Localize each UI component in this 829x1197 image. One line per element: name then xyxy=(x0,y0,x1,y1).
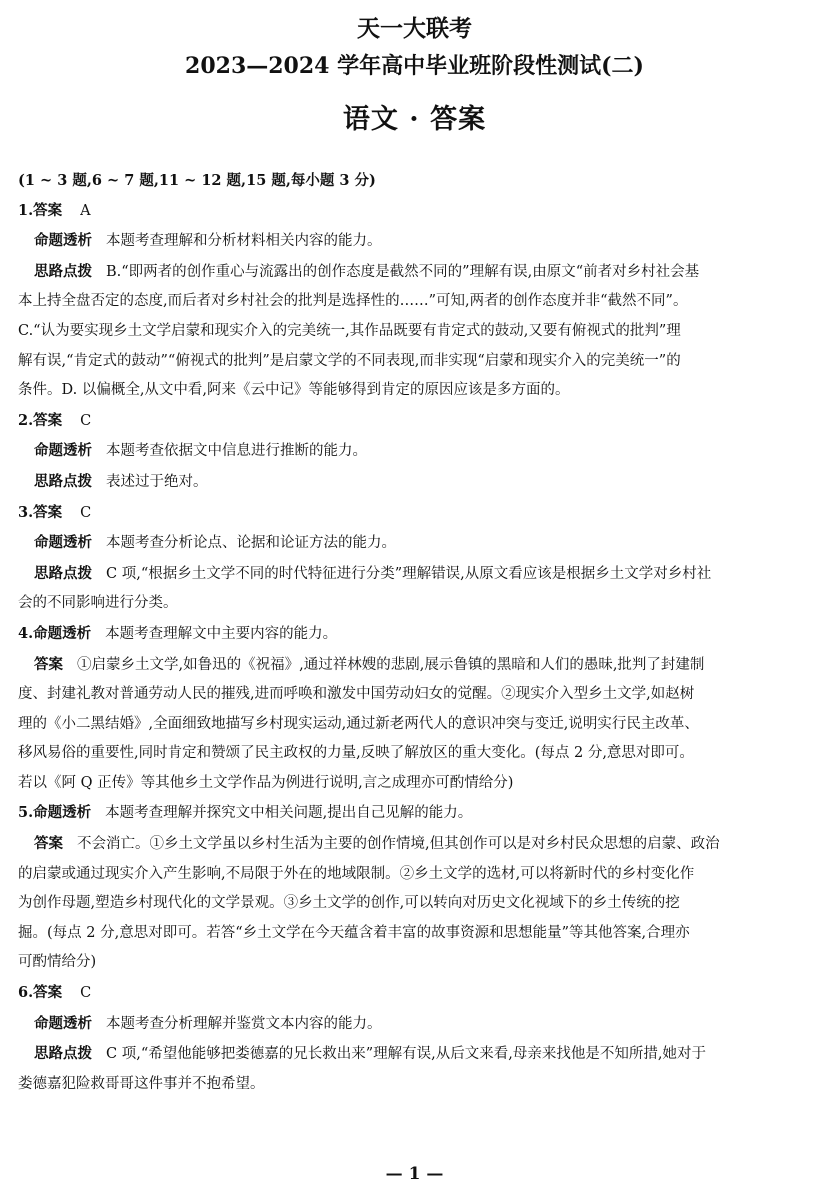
q1-hint-line-2: 本上持全盘否定的态度,而后者对乡村社会的批判是选择性的……”可知,两者的创作态度并非“截然不同”。 xyxy=(18,293,688,310)
q4-answer-label: 答案 xyxy=(34,655,63,673)
q4-answer-line-4: 移风易俗的重要性,同时肯定和赞颂了民主政权的力量,反映了解放区的重大变化。(每点 2 分,意思对即可。 xyxy=(18,745,694,762)
q2-intent-text: 本题考查依据文中信息进行推断的能力。 xyxy=(106,443,367,460)
q3-answer-label: 答案 xyxy=(33,503,63,521)
q4-intent xyxy=(18,619,818,650)
q6-intent-text: 本题考查分析理解并鉴赏文本内容的能力。 xyxy=(106,1015,382,1032)
q3-intent xyxy=(18,528,818,559)
q3-hint-line-2: 会的不同影响进行分类。 xyxy=(18,595,178,612)
q6-number: 6. xyxy=(18,984,34,1002)
q6-intent-label: 命题透析 xyxy=(34,1014,92,1032)
q4-answer-line-2: 度、封建礼教对普通劳动人民的摧残,进而呼唤和激发中国劳动妇女的觉醒。②现实介入型乡土文学,如赵树 xyxy=(18,686,695,703)
q1-hint-line-1 xyxy=(18,257,818,288)
q5-answer-line-3: 为创作母题,塑造乡村现代化的文学景观。③乡土文学的创作,可以转向对历史文化视域下的乡土传统的挖 xyxy=(18,895,680,912)
q1-hint-line-5: 条件。D. 以偏概全,从文中看,阿来《云中记》等能够得到肯定的原因应该是多方面的。 xyxy=(18,382,570,399)
q1-intent-text: 本题考查理解和分析材料相关内容的能力。 xyxy=(106,233,382,250)
q3-intent-text: 本题考查分析论点、论据和论证方法的能力。 xyxy=(106,535,396,552)
page-number: — 1 — xyxy=(385,1164,444,1184)
q4-answer-line-3: 理的《小二黑结婚》,全面细致地描写乡村现实运动,通过新老两代人的意识冲突与变迁,说明实行民主改革、 xyxy=(18,715,699,732)
q3-hint-line-1 xyxy=(18,559,818,590)
organizer-title: 天一大联考 xyxy=(357,15,472,42)
q6-hint-text-1: C 项,“希望他能够把娄德嘉的兄长救出来”理解有误,从后文来看,母亲来找他是不知所措,她对于 xyxy=(106,1046,706,1063)
q6-answer-label: 答案 xyxy=(33,984,63,1002)
q1-answer-value: A xyxy=(80,202,91,219)
q1-answer xyxy=(18,196,818,227)
q3-hint-label: 思路点拨 xyxy=(34,564,92,582)
q3-hint-text-1: C 项,“根据乡土文学不同的时代特征进行分类”理解错误,从原文看应该是根据乡土文学对乡村社 xyxy=(106,565,712,582)
q5-number: 5. xyxy=(18,804,34,822)
q1-hint-label: 思路点拨 xyxy=(34,262,92,280)
q5-answer-line-1 xyxy=(18,829,818,860)
q3-number: 3. xyxy=(18,503,34,521)
q4-intent-label: 命题透析 xyxy=(33,624,92,642)
q5-intent-text: 本题考查理解并探究文中相关问题,提出自己见解的能力。 xyxy=(105,805,473,822)
q3-answer xyxy=(18,498,818,529)
q4-answer-text-1: ①启蒙乡土文学,如鲁迅的《祝福》,通过祥林嫂的悲剧,展示鲁镇的黑暗和人们的愚昧,批判了封建制 xyxy=(77,656,705,673)
q2-intent-label: 命题透析 xyxy=(34,442,92,460)
q2-hint-label: 思路点拨 xyxy=(34,472,92,490)
q5-answer-line-4: 掘。(每点 2 分,意思对即可。若答“乡土文学在今天蕴含着丰富的故事资源和思想能量”等其他答案,合理亦 xyxy=(18,924,690,941)
q6-hint-label: 思路点拨 xyxy=(34,1045,92,1063)
q4-answer-line-1 xyxy=(18,650,818,681)
q6-answer xyxy=(18,978,818,1009)
q3-intent-label: 命题透析 xyxy=(34,534,92,552)
q5-intent-label: 命题透析 xyxy=(33,804,92,822)
score-note: (1 ~ 3 题,6 ~ 7 题,11 ~ 12 题,15 题,每小题 3 分) xyxy=(18,172,376,189)
exam-title: 2023—2024 学年高中毕业班阶段性测试(二) xyxy=(185,53,644,79)
q1-hint-text-1: B.“即两者的创作重心与流露出的创作态度是截然不同的”理解有误,由原文“前者对乡村社会基 xyxy=(106,263,700,280)
q1-hint-line-4: 解有误,“肯定式的鼓动”“俯视式的批判”是启蒙文学的不同表现,而非实现“启蒙和现实介入的完美统一”的 xyxy=(18,352,681,369)
q6-intent xyxy=(18,1009,818,1040)
q3-answer-value: C xyxy=(80,504,92,521)
answer-content xyxy=(18,166,818,1099)
q4-number: 4. xyxy=(18,624,34,642)
q4-intent-text: 本题考查理解文中主要内容的能力。 xyxy=(105,625,338,642)
q5-answer-text-1: 不会消亡。①乡土文学虽以乡村生活为主要的创作情境,但其创作可以是对乡村民众思想的启蒙、政治 xyxy=(77,836,720,853)
q4-answer-line-5: 若以《阿 Q 正传》等其他乡土文学作品为例进行说明,言之成理亦可酌情给分) xyxy=(18,774,514,791)
q2-intent xyxy=(18,436,818,467)
q1-hint-line-3: C.“认为要实现乡土文学启蒙和现实介入的完美统一,其作品既要有肯定式的鼓动,又要有俯视式的批判”理 xyxy=(18,322,681,339)
q1-answer-label: 答案 xyxy=(33,201,63,219)
q6-answer-value: C xyxy=(80,985,92,1002)
q5-answer-label: 答案 xyxy=(34,835,63,853)
q2-hint xyxy=(18,467,818,498)
q6-hint-line-2: 娄德嘉犯险救哥哥这件事并不抱希望。 xyxy=(18,1075,265,1092)
q2-hint-text: 表述过于绝对。 xyxy=(106,473,208,490)
q5-answer-line-2: 的启蒙或通过现实介入产生影响,不局限于外在的地域限制。②乡土文学的选材,可以将新时代的乡村变化作 xyxy=(18,865,695,882)
q1-intent xyxy=(18,226,818,257)
q5-answer-line-5: 可酌情给分) xyxy=(18,954,97,971)
subject-title: 语文 · 答案 xyxy=(342,104,487,135)
q2-answer-value: C xyxy=(80,412,92,429)
q2-number: 2. xyxy=(18,411,34,429)
q6-hint-line-1 xyxy=(18,1039,818,1070)
q5-intent xyxy=(18,798,818,829)
q2-answer-label: 答案 xyxy=(33,411,63,429)
q1-number: 1. xyxy=(18,201,34,219)
q1-intent-label: 命题透析 xyxy=(34,232,92,250)
q2-answer xyxy=(18,406,818,437)
